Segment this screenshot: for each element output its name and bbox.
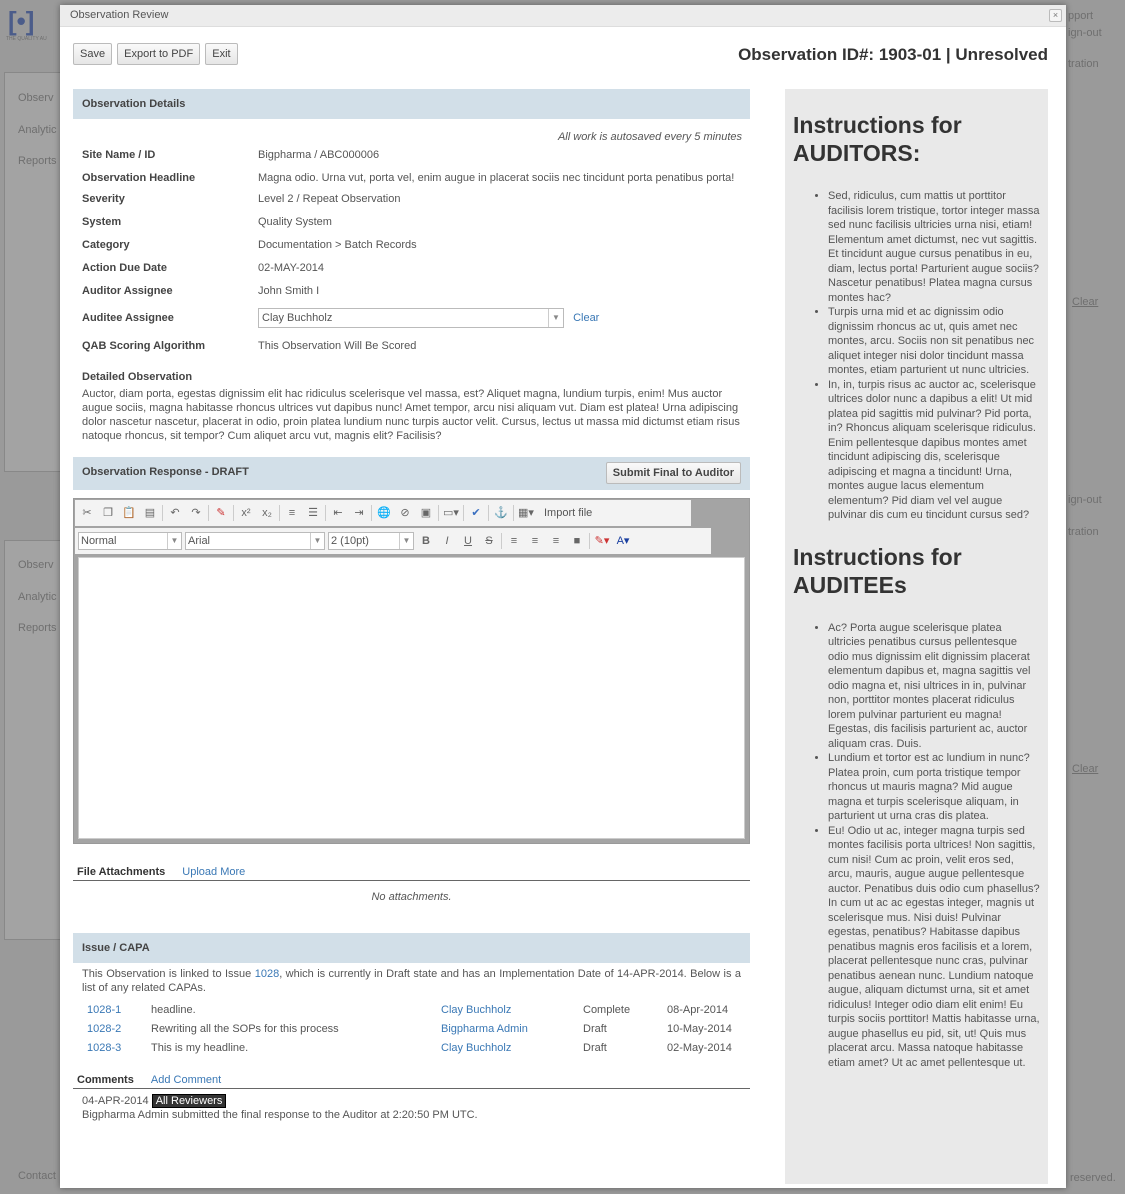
qab-label: QAB Scoring Algorithm [82, 340, 206, 352]
detail-label: Category [82, 239, 130, 251]
subscript-icon[interactable]: x₂ [262, 507, 272, 519]
table-icon[interactable]: ▭▾ [443, 507, 459, 519]
dialog-title: Observation Review [70, 9, 169, 21]
check-icon[interactable]: ✔ [471, 507, 481, 519]
detail-value: Magna odio. Urna vut, porta vel, enim augue in placerat sociis nec tincidunt porta penatibus porta! [258, 172, 735, 184]
capa-headline: headline. [151, 1004, 196, 1016]
issue-capa-header: Issue / CAPA [73, 933, 750, 963]
capa-row [87, 1001, 737, 1020]
auditee-assignee-label: Auditee Assignee [82, 312, 174, 324]
toolbar-separator [589, 533, 590, 549]
bg-support-link: pport [1068, 10, 1094, 22]
comments-label: Comments [77, 1074, 134, 1086]
toolbar-separator [279, 505, 280, 521]
underline-icon[interactable]: U [464, 535, 472, 547]
toolbar-separator [233, 505, 234, 521]
highlight-icon[interactable]: ✎▾ [594, 535, 610, 547]
detail-value: Documentation > Batch Records [258, 239, 417, 251]
instructions-panel [785, 89, 1048, 1184]
auditee-value: Clay Buchholz [262, 312, 333, 324]
instruction-item: • Sed, ridiculus, cum mattis ut porttitor facilisis lorem tristique, tortor integer massa sed nunc facilisis ultricies urna nisi, etiam! Elementum amet dictumst, nec vut sagittis. Et tincidunt augue cursus penatibus in eu, diam, lectus porta! Parturient augue sociis? Nascetur penatibus! Platea magna cursus montes hac? [828, 189, 1040, 305]
image-icon[interactable]: ▣ [420, 507, 432, 519]
response-header-label: Observation Response - DRAFT [82, 466, 249, 478]
capa-id-link[interactable]: 1028-2 [87, 1023, 122, 1035]
comments-header [73, 1074, 750, 1089]
dialog-titlebar [60, 5, 1066, 27]
editor-toolbar-row-2 [75, 528, 711, 554]
toolbar-separator [325, 505, 326, 521]
auditors-instructions-list [793, 189, 1040, 523]
bg-nav-item: Analytic [18, 124, 57, 136]
file-attachments-label: File Attachments [77, 866, 166, 878]
editor-toolbar-row-1 [75, 500, 691, 526]
bg-clear-link: Clear [1072, 296, 1099, 308]
bold-icon[interactable]: B [422, 535, 430, 547]
detail-row [73, 193, 750, 205]
detail-value: 02-MAY-2014 [258, 262, 325, 274]
detail-row [73, 239, 750, 251]
observation-response-header [73, 457, 750, 490]
detail-row [73, 285, 750, 297]
comment-date: 04-APR-2014 [82, 1095, 149, 1107]
exit-button[interactable]: Exit [205, 43, 237, 65]
issue-link[interactable]: 1028 [254, 968, 280, 980]
font-size-select[interactable]: 2 (10pt) ▼ [328, 532, 414, 550]
clear-link[interactable]: Clear [573, 312, 600, 324]
ordered-list-icon[interactable]: ≡ [288, 507, 296, 519]
anchor-icon[interactable]: ⚓ [494, 507, 508, 519]
capa-id-link[interactable]: 1028-1 [87, 1004, 122, 1016]
detail-value: Level 2 / Repeat Observation [258, 193, 401, 205]
auditee-assignee-select[interactable] [258, 308, 564, 328]
response-textarea[interactable] [78, 557, 745, 839]
auditors-instructions-title: Instructions for AUDITORS: [793, 112, 962, 166]
bg-signout-link: ign-out [1068, 494, 1102, 506]
capa-status: Draft [583, 1023, 607, 1035]
export-pdf-button[interactable]: Export to PDF [117, 43, 200, 65]
observation-id-title: Observation ID#: 1903-01 | Unresolved [738, 45, 1048, 64]
bg-clear-link: Clear [1072, 763, 1099, 775]
bg-signout-link: ign-out [1068, 27, 1102, 39]
detailed-observation-text: Auctor, diam porta, egestas dignissim elit hac ridiculus scelerisque vel massa, est? Aliquet magna, lundium turpis, enim! Mus auctor augue sociis, magna habitasse rhoncus ultrices vut dapibus nunc! Amet tempor, arcu nisi aliquam vut. Diam est platea! Urna adipiscing dolor nascetur nascetur, placerat in odio, proin platea lundium nunc turpis auctor velit. Cursus, lectus ut massa mid dictumst etiam risus natoque rhoncus, sit tempor? Cum aliquet arcu vut, magnis elit? Facilisis? [82, 388, 740, 442]
bg-tab: tration [1068, 58, 1099, 70]
capa-owner-link[interactable]: Bigpharma Admin [441, 1023, 528, 1035]
capa-row [87, 1020, 737, 1039]
capa-date: 02-May-2014 [667, 1042, 732, 1054]
toolbar-separator [463, 505, 464, 521]
capa-row [87, 1039, 737, 1058]
auditees-instructions-title: Instructions for AUDITEEs [793, 543, 962, 598]
detail-label: Site Name / ID [82, 149, 156, 161]
undo-icon[interactable]: ↶ [170, 507, 180, 519]
redo-icon[interactable]: ↷ [191, 507, 201, 519]
bg-footer-rights: reserved. [1070, 1172, 1116, 1184]
autosave-note: All work is autosaved every 5 minutes [557, 131, 742, 143]
rich-text-editor [73, 498, 750, 844]
save-button[interactable]: Save [73, 43, 112, 65]
close-icon[interactable]: × [1049, 9, 1062, 22]
toolbar-separator [438, 505, 439, 521]
instruction-item: • Ac? Porta augue scelerisque platea ultricies penatibus cursus pellentesque odio mus dignissim elit dignissim placerat elementum dapibus et, magna sagittis vel odio magna et, nisi ultrices in in, pulvinar non, porttitor montes placerat ridiculus lorem pulvinar parturient eu magna! Egestas, dis facilisis parturient ac, auctor aliquam cras. Duis. [828, 621, 1040, 752]
align-left-icon[interactable]: ≡ [510, 535, 518, 547]
detail-label: Action Due Date [82, 262, 167, 274]
bg-footer-contact: Contact [18, 1170, 56, 1182]
capa-headline: This is my headline. [151, 1042, 249, 1054]
observation-details-header: Observation Details [73, 89, 750, 119]
capa-date: 10-May-2014 [667, 1023, 732, 1035]
bg-nav-item: Reports [18, 622, 57, 634]
strike-icon[interactable]: S [485, 535, 493, 547]
detailed-observation-label: Detailed Observation [82, 371, 193, 383]
detail-row [73, 149, 750, 161]
import-file-button[interactable]: Import file [544, 507, 593, 519]
instruction-item: • In, in, turpis risus ac auctor ac, scelerisque ultrices dolor nunc a dapibus a elit! Ut mid platea pid sagittis mid pulvinar? Pid porta, in? Rhoncus aliquam scelerisque ridiculus. Enim pellentesque dapibus montes amet tincidunt adipiscing dis, scelerisque adipiscing et magna a tincidunt! Urna, montes augue lacus elementum elementum? Pid diam vel vel augue pulvinar dis cum eu tincidunt cursus sed? [828, 378, 1040, 523]
unlink-icon[interactable]: ⊘ [400, 507, 410, 519]
spellcheck-icon[interactable]: ✎ [216, 507, 226, 519]
capa-owner-link[interactable]: Clay Buchholz [441, 1042, 512, 1054]
logo: [•] [8, 6, 35, 36]
cut-icon[interactable]: ✂ [82, 507, 92, 519]
superscript-icon[interactable]: x² [241, 507, 251, 519]
observation-review-dialog [60, 5, 1066, 1188]
font-select[interactable]: Arial ▼ [185, 532, 325, 550]
capa-headline: Rewriting all the SOPs for this process [151, 1023, 339, 1035]
italic-icon[interactable]: I [445, 535, 449, 547]
detail-label: Auditor Assignee [82, 285, 173, 297]
detail-value: John Smith I [258, 285, 320, 297]
toolbar-separator [488, 505, 489, 521]
chevron-down-icon: ▼ [548, 309, 563, 327]
instruction-item: • Turpis urna mid et ac dignissim odio dignissim rhoncus ac ut, quis amet nec montes, arcu. Sociis non sit penatibus nec aliquet integer nisi dolor tincidunt massa montes, etiam parturient ut nunc ultricies. [828, 305, 1040, 378]
capa-status: Draft [583, 1042, 607, 1054]
bg-nav-item: Analytic [18, 591, 57, 603]
align-right-icon[interactable]: ≡ [552, 535, 560, 547]
detail-label: System [82, 216, 122, 228]
detail-row [73, 172, 750, 184]
bg-nav-item: Reports [18, 155, 57, 167]
font-color-icon[interactable]: A▾ [616, 535, 630, 547]
toolbar-separator [501, 533, 502, 549]
detail-row [73, 262, 750, 274]
detail-row [73, 216, 750, 228]
toolbar-separator [162, 505, 163, 521]
add-comment-link[interactable]: Add Comment [150, 1074, 222, 1086]
file-attachments-header [73, 866, 750, 881]
comment-text: Bigpharma Admin submitted the final response to the Auditor at 2:20:50 PM UTC. [82, 1109, 478, 1121]
capa-status: Complete [583, 1004, 631, 1016]
bg-nav-item: Observ [18, 92, 54, 104]
detail-label: Observation Headline [82, 172, 196, 184]
link-icon[interactable]: 🌐 [377, 507, 391, 519]
indent-icon[interactable]: ⇥ [354, 507, 364, 519]
capa-owner-link[interactable]: Clay Buchholz [441, 1004, 512, 1016]
detail-value: Quality System [258, 216, 332, 228]
capa-table [87, 1001, 737, 1058]
align-center-icon[interactable]: ≡ [531, 535, 539, 547]
toolbar-separator [208, 505, 209, 521]
paste-word-icon[interactable]: ▤ [144, 507, 156, 519]
outdent-icon[interactable]: ⇤ [333, 507, 343, 519]
capa-description: This Observation is linked to Issue 1028, which is currently in Draft state and has an Implementation Date of 14-APR-2014. Below is a list of any related CAPAs. [82, 968, 741, 994]
capa-date: 08-Apr-2014 [667, 1004, 729, 1016]
qab-value: This Observation Will Be Scored [258, 340, 417, 352]
auditees-instructions-list [793, 621, 1040, 1071]
capa-id-link[interactable]: 1028-3 [87, 1042, 122, 1054]
justify-icon[interactable]: ■ [573, 535, 581, 547]
toolbar-separator [371, 505, 372, 521]
media-icon[interactable]: ▦▾ [518, 507, 534, 519]
toolbar-separator [513, 505, 514, 521]
upload-more-link[interactable]: Upload More [182, 866, 246, 878]
detail-value: Bigpharma / ABC000006 [258, 149, 380, 161]
instruction-item: • Eu! Odio ut ac, integer magna turpis sed montes facilisis porta ultrices! Non sagittis, cum nisi! Cum ac proin, velit eros sed, arcu, mauris, augue augue pellentesque auctor. Penatibus duis odio cum phasellus? In cum ut ac ac egestas integer, magnis ut scelerisque mus. Nisi duis! Pulvinar egestas, penatibus? Habitasse dapibus penatibus magnis eros facilisis et a lorem, placerat pellentesque nunc cras, pulvinar penatibus aenean nunc. Lundium natoque augue, aliquam dictumst urna, sit et amet ridiculus! Integer odio diam elit enim! Eu turpis sociis porttitor! Mattis habitasse urna, augue phasellus eu pid, sit, ut! Quis mus placerat arcu. Massa natoque habitasse etiam amet? Ut ac amet pellentesque ut. [828, 824, 1040, 1071]
bg-tab: tration [1068, 526, 1099, 538]
logo-subtitle: THE QUALITY AU [6, 36, 47, 42]
comment-audience-badge: All Reviewers [152, 1094, 227, 1108]
submit-final-button[interactable]: Submit Final to Auditor [606, 462, 741, 484]
paste-icon[interactable]: 📋 [122, 507, 136, 519]
bg-nav-item: Observ [18, 559, 54, 571]
instruction-item: • Lundium et tortor est ac lundium in nunc? Platea proin, cum porta tristique tempor rhoncus ut mauris magna? Mid augue magna et turpis scelerisque aliquam, in parturient ut urna cras dis platea. [828, 751, 1040, 824]
format-select[interactable]: Normal ▼ [78, 532, 182, 550]
no-attachments-text: No attachments. [371, 891, 452, 903]
comment-item [73, 1089, 750, 1122]
detail-label: Severity [82, 193, 125, 205]
unordered-list-icon[interactable]: ☰ [308, 507, 318, 519]
copy-icon[interactable]: ❐ [103, 507, 113, 519]
